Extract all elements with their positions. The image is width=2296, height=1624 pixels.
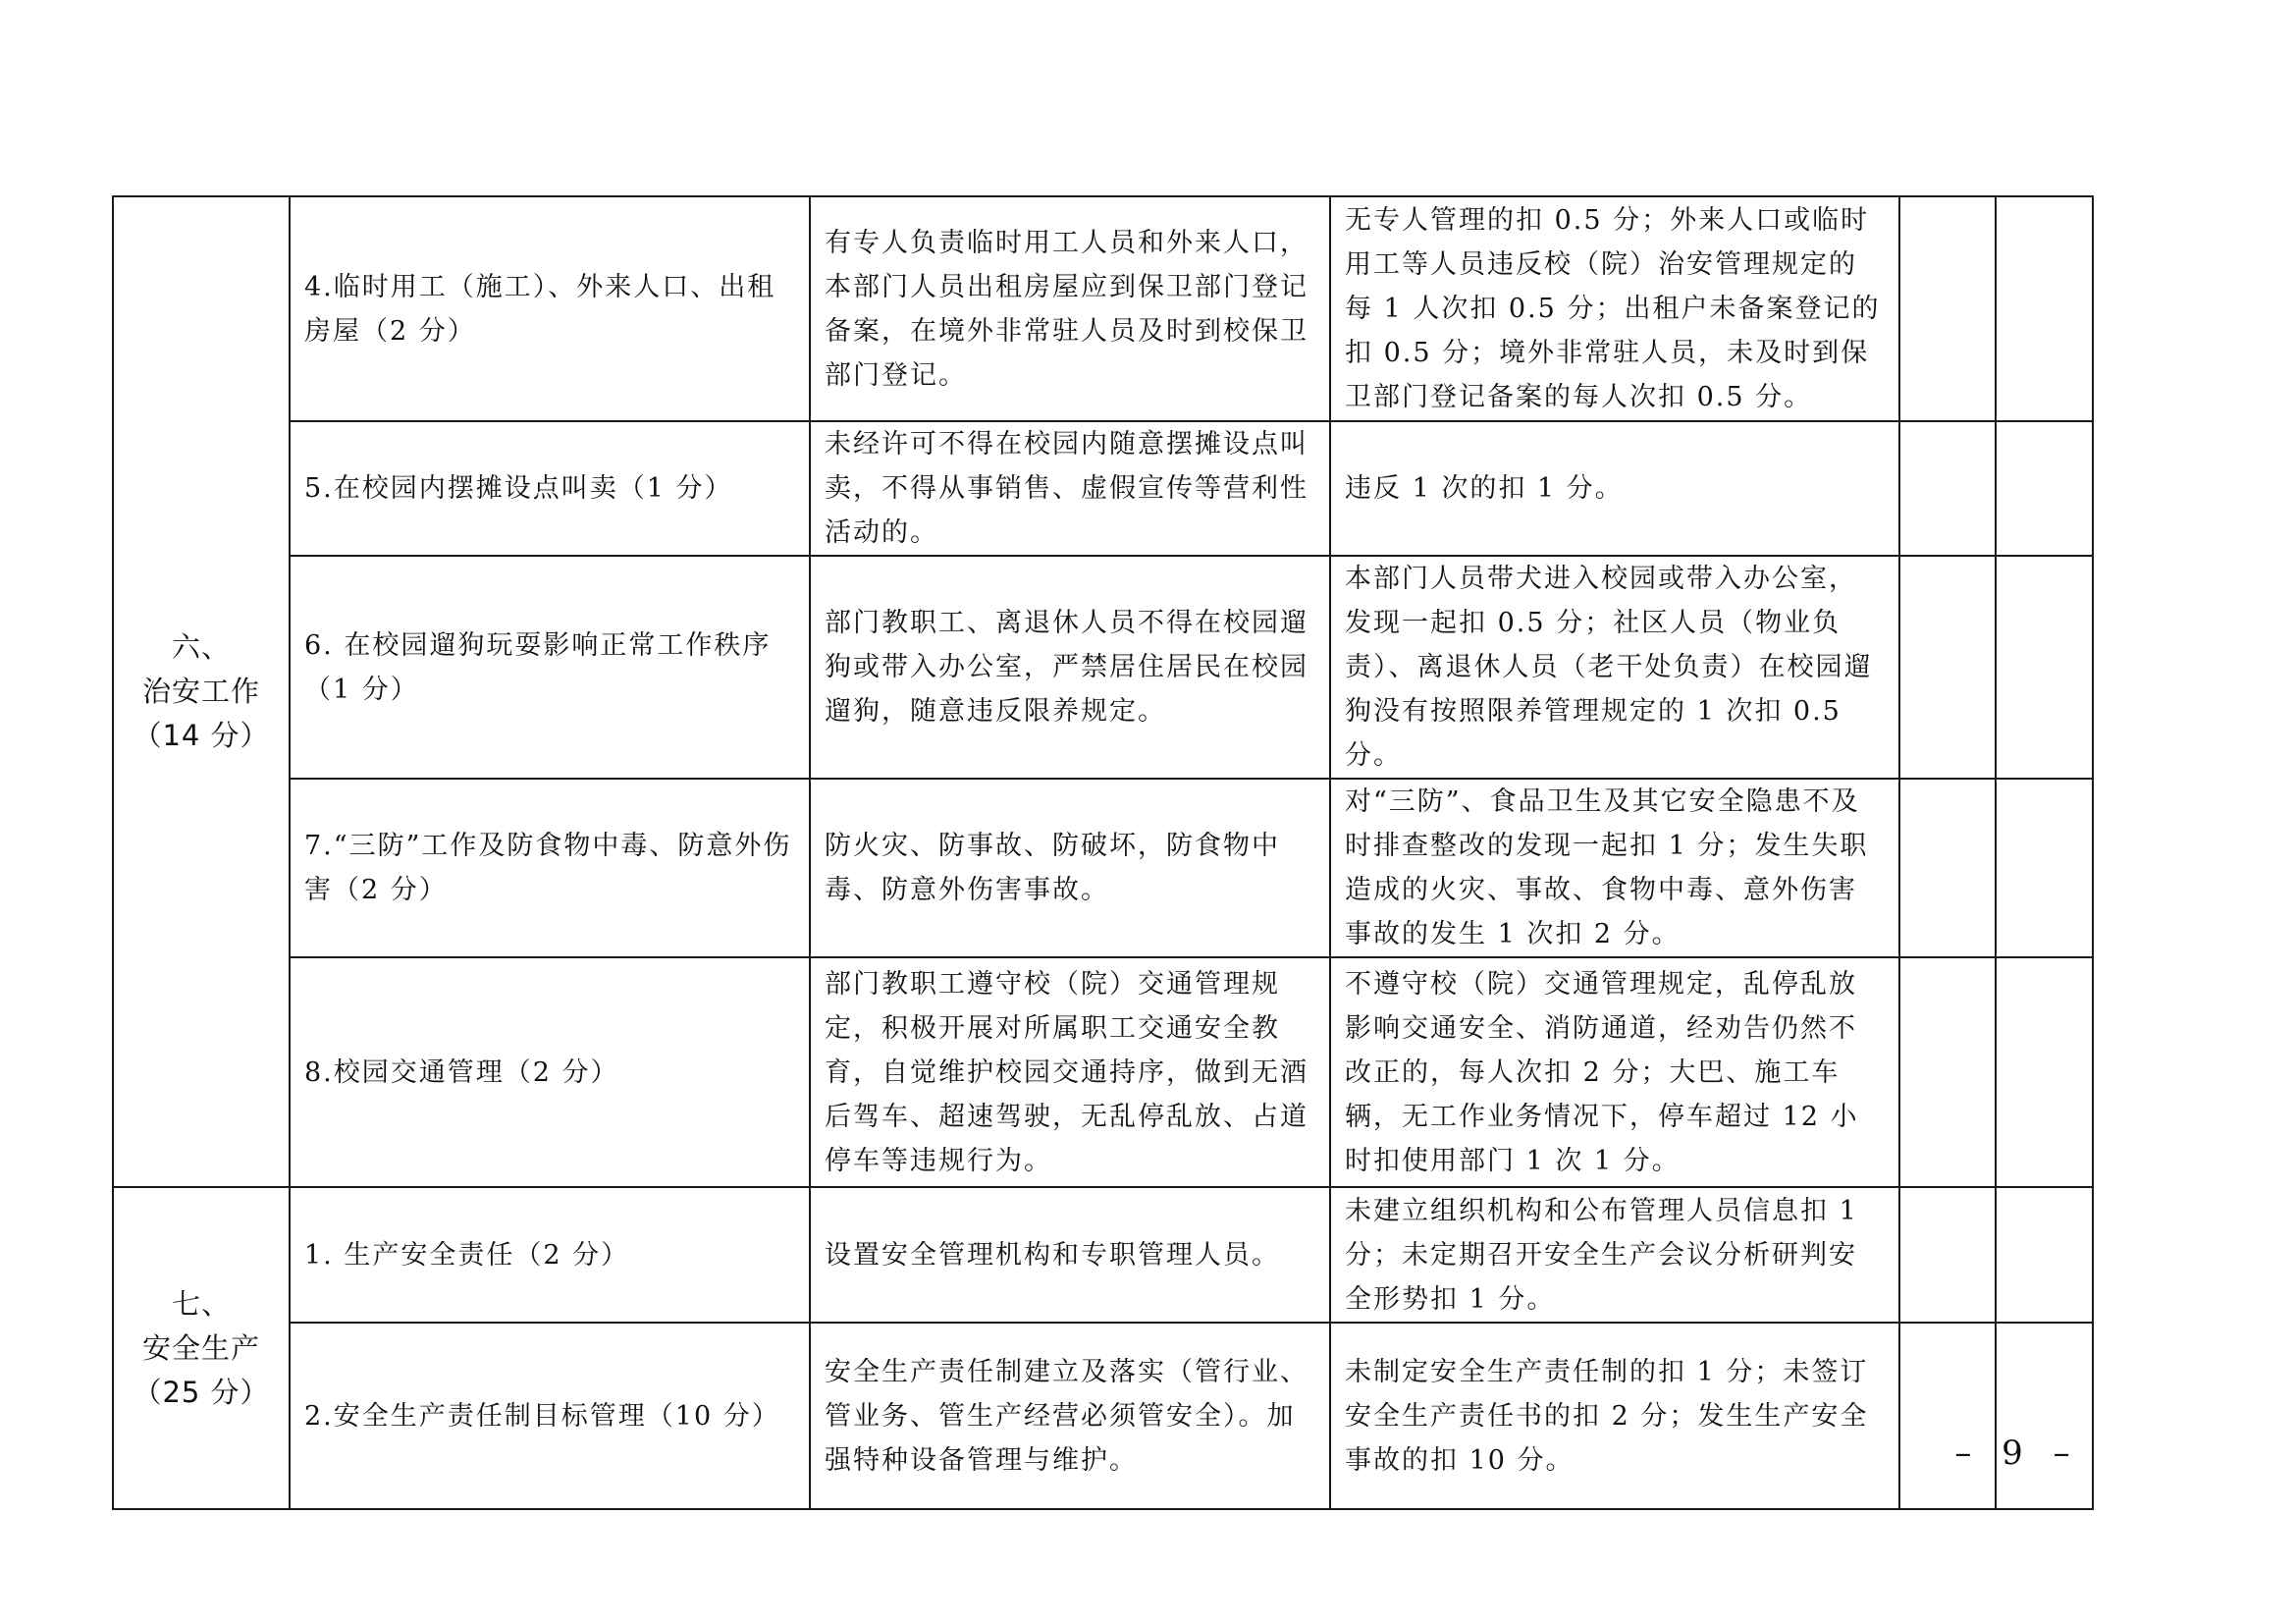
self-score-cell (1899, 779, 1996, 957)
table-row (113, 421, 2093, 556)
category-score: （14 分） (133, 719, 270, 752)
deduction-cell: 未建立组织机构和公布管理人员信息扣 1 分；未定期召开安全生产会议分析研判安全形势扣 1 分。 (1330, 1187, 1899, 1323)
item-cell: 2.安全生产责任制目标管理（10 分） (290, 1323, 810, 1509)
table-row (113, 1323, 2093, 1509)
item-cell: 6. 在校园遛狗玩耍影响正常工作秩序（1 分） (290, 556, 810, 779)
requirement-cell: 部门教职工遵守校（院）交通管理规定，积极开展对所属职工交通安全教育，自觉维护校园交通持序，做到无酒后驾车、超速驾驶，无乱停乱放、占道停车等违规行为。 (810, 957, 1330, 1187)
item-cell: 1. 生产安全责任（2 分） (290, 1187, 810, 1323)
check-score-cell (1996, 957, 2093, 1187)
category-score: （25 分） (133, 1375, 270, 1409)
table-row (113, 779, 2093, 957)
category-name: 安全生产 (141, 1330, 260, 1365)
check-score-cell (1996, 196, 2093, 421)
evaluation-table (112, 195, 2094, 1510)
page-number: – 9 – (1954, 1434, 2080, 1473)
requirement-cell: 有专人负责临时用工人员和外来人口，本部门人员出租房屋应到保卫部门登记备案，在境外非常驻人员及时到校保卫部门登记。 (810, 196, 1330, 421)
deduction-cell: 本部门人员带犬进入校园或带入办公室，发现一起扣 0.5 分；社区人员（物业负责）、离退休人员（老干处负责）在校园遛狗没有按照限养管理规定的 1 次扣 0.5 分。 (1330, 556, 1899, 779)
check-score-cell (1996, 556, 2093, 779)
deduction-cell: 未制定安全生产责任制的扣 1 分；未签订安全生产责任书的扣 2 分；发生生产安全事故的扣 10 分。 (1330, 1323, 1899, 1509)
check-score-cell (1996, 421, 2093, 556)
table-row (113, 1187, 2093, 1323)
self-score-cell (1899, 1187, 1996, 1323)
item-cell: 4.临时用工（施工）、外来人口、出租房屋（2 分） (290, 196, 810, 421)
category-number: 六、 (171, 630, 231, 664)
requirement-cell: 安全生产责任制建立及落实（管行业、管业务、管生产经营必须管安全）。加强特种设备管理与维护。 (810, 1323, 1330, 1509)
self-score-cell (1899, 421, 1996, 556)
check-score-cell (1996, 1323, 2093, 1509)
deduction-cell: 违反 1 次的扣 1 分。 (1330, 421, 1899, 556)
check-score-cell (1996, 779, 2093, 957)
item-cell: 8.校园交通管理（2 分） (290, 957, 810, 1187)
deduction-cell: 无专人管理的扣 0.5 分；外来人口或临时用工等人员违反校（院）治安管理规定的每 1 人次扣 0.5 分；出租户未备案登记的扣 0.5 分；境外非常驻人员，未及时到保卫部门登记备案的每人次扣 0.5 分。 (1330, 196, 1899, 421)
deduction-cell: 不遵守校（院）交通管理规定，乱停乱放影响交通安全、消防通道，经劝告仍然不改正的，每人次扣 2 分；大巴、施工车辆，无工作业务情况下，停车超过 12 小时扣使用部门 1 次 1 分。 (1330, 957, 1899, 1187)
requirement-cell: 未经许可不得在校园内随意摆摊设点叫卖，不得从事销售、虚假宣传等营利性活动的。 (810, 421, 1330, 556)
item-cell: 7.“三防”工作及防食物中毒、防意外伤害（2 分） (290, 779, 810, 957)
self-score-cell (1899, 196, 1996, 421)
table-row (113, 957, 2093, 1187)
category-cell (113, 1187, 290, 1509)
check-score-cell (1996, 1187, 2093, 1323)
requirement-cell: 设置安全管理机构和专职管理人员。 (810, 1187, 1330, 1323)
self-score-cell (1899, 1323, 1996, 1509)
self-score-cell (1899, 556, 1996, 779)
item-cell: 5.在校园内摆摊设点叫卖（1 分） (290, 421, 810, 556)
table-row (113, 556, 2093, 779)
category-number: 七、 (171, 1286, 231, 1321)
table-row (113, 196, 2093, 421)
category-cell (113, 196, 290, 1187)
category-name: 治安工作 (141, 675, 260, 708)
requirement-cell: 部门教职工、离退休人员不得在校园遛狗或带入办公室，严禁居住居民在校园遛狗，随意违反限养规定。 (810, 556, 1330, 779)
requirement-cell: 防火灾、防事故、防破坏，防食物中毒、防意外伤害事故。 (810, 779, 1330, 957)
deduction-cell: 对“三防”、食品卫生及其它安全隐患不及时排查整改的发现一起扣 1 分；发生失职造成的火灾、事故、食物中毒、意外伤害事故的发生 1 次扣 2 分。 (1330, 779, 1899, 957)
self-score-cell (1899, 957, 1996, 1187)
